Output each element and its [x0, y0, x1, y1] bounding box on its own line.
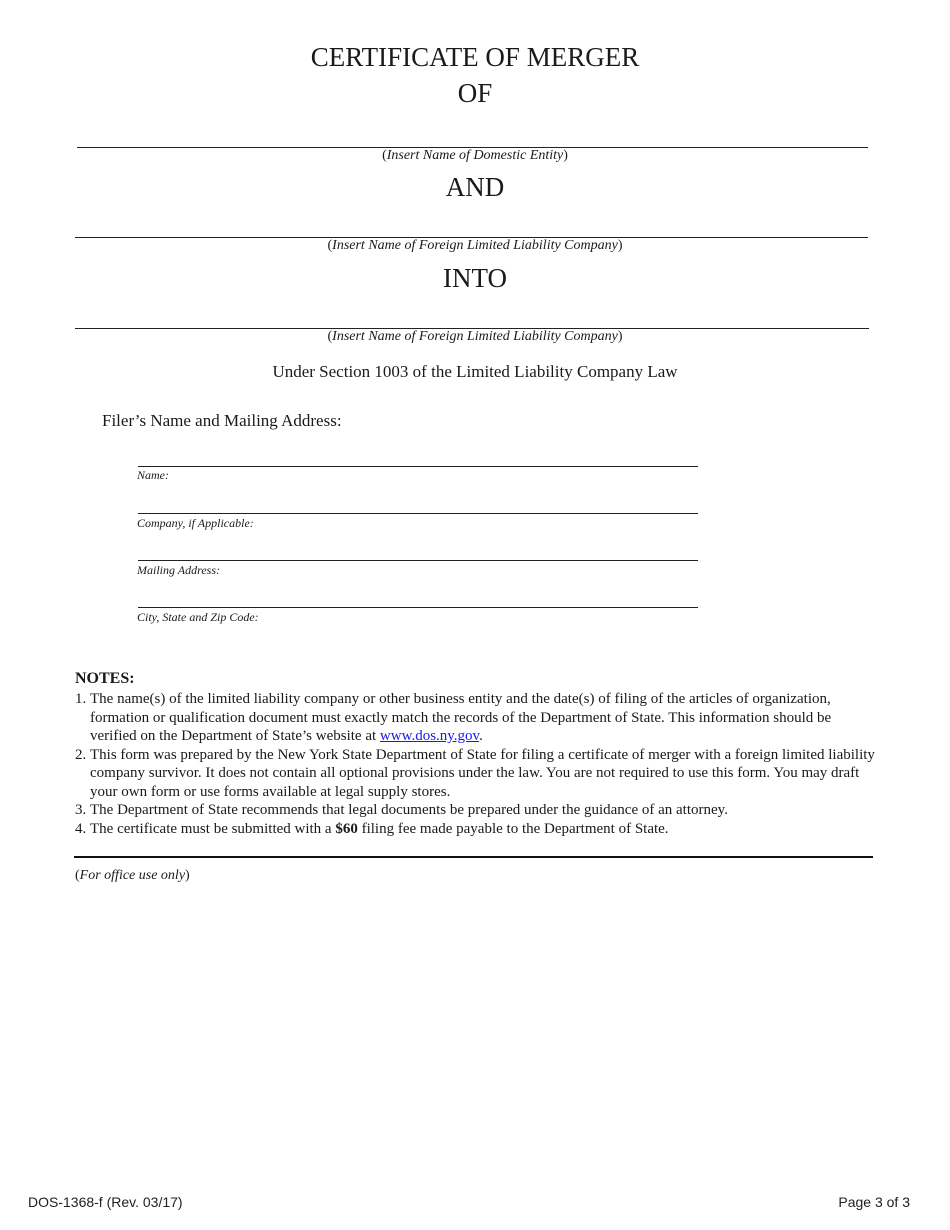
foreign-llc-caption-1: (Insert Name of Foreign Limited Liability Company)	[327, 238, 623, 253]
page-number: Page 3 of 3	[838, 1194, 910, 1210]
company-field-label: Company, if Applicable:	[137, 516, 254, 530]
office-use-divider	[74, 856, 873, 858]
form-id: DOS-1368-f (Rev. 03/17)	[28, 1194, 183, 1210]
mailing-address-field-line[interactable]	[138, 560, 698, 561]
note-item: 2. This form was prepared by the New York State Department of State for filing a certificate of merger with a foreign limited liability company survivor. It does not contain all optional provisions under the law. You are not required to use this form. You may draft your own form or use forms available at legal supply stores.	[75, 746, 875, 800]
city-state-zip-field-label: City, State and Zip Code:	[137, 610, 259, 624]
connector-and: AND	[445, 172, 505, 202]
note-item: 3. The Department of State recommends that legal documents be prepared under the guidance of an attorney.	[75, 802, 728, 818]
name-field-line[interactable]	[138, 466, 698, 467]
law-reference: Under Section 1003 of the Limited Liability Company Law	[272, 362, 678, 381]
notes-title: NOTES:	[75, 670, 135, 687]
office-use-label: (For office use only)	[75, 868, 190, 883]
connector-into: INTO	[443, 263, 507, 293]
notes-list	[75, 690, 875, 838]
company-field-line[interactable]	[138, 513, 698, 514]
mailing-address-field-label: Mailing Address:	[137, 563, 220, 577]
note-item: 1. The name(s) of the limited liability company or other business entity and the date(s) of filing of the articles of organization, formation or qualification document must exactly match the records of the Department of State. This information should be verified on the Department of State’s website at www.dos.ny.gov.	[75, 691, 832, 744]
filer-heading: Filer’s Name and Mailing Address:	[102, 411, 342, 430]
document-title: CERTIFICATE OF MERGER	[310, 42, 640, 72]
city-state-zip-field-line[interactable]	[138, 607, 698, 608]
dos-website-link[interactable]: www.dos.ny.gov	[379, 728, 480, 744]
domestic-entity-caption: (Insert Name of Domestic Entity)	[382, 148, 568, 163]
note-item: 4. The certificate must be submitted with a $60 filing fee made payable to the Department of State.	[75, 820, 669, 837]
name-field-label: Name:	[137, 468, 169, 482]
filing-fee: $60	[335, 820, 358, 837]
foreign-llc-caption-2: (Insert Name of Foreign Limited Liability Company)	[327, 329, 623, 344]
title-of: OF	[457, 78, 493, 108]
